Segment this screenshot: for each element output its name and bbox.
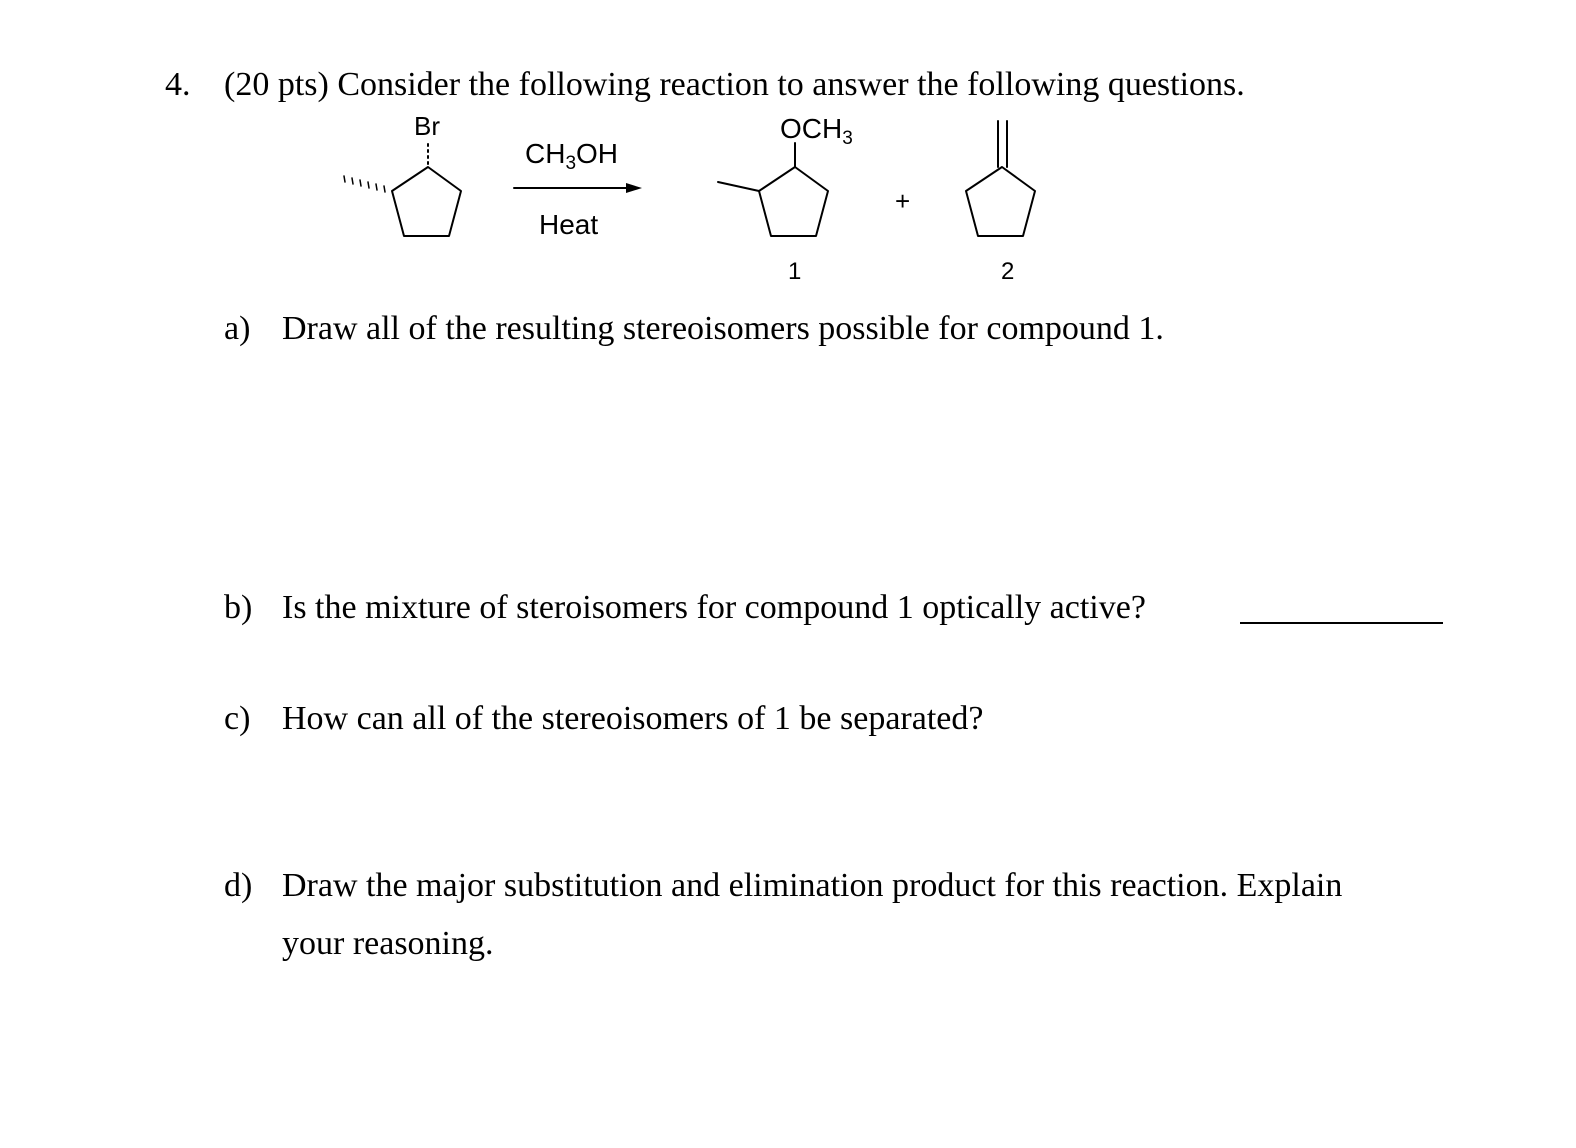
condition-label: Heat — [539, 209, 599, 240]
part-b-label: b) — [224, 589, 253, 626]
product1-methyl-bond — [718, 182, 759, 191]
product1-substituent-label: $OCH_3$ — [780, 113, 853, 149]
part-b-text: Is the mixture of steroisomers for compound 1 optically active? — [282, 589, 1146, 626]
part-d-label: d) — [224, 867, 253, 904]
question-stem: (20 pts) Consider the following reaction to answer the following questions. — [224, 66, 1245, 103]
reactant-methyl-hashed — [344, 176, 385, 192]
product1-number: 1 — [788, 258, 802, 285]
product2-ring — [966, 167, 1035, 236]
reaction-scheme — [0, 0, 1576, 300]
part-c-label: c) — [224, 700, 251, 737]
part-c-text: How can all of the stereoisomers of 1 be separated? — [282, 700, 984, 737]
arrow-head — [626, 183, 642, 193]
part-a-text: Draw all of the resulting stereoisomers possible for compound 1. — [282, 310, 1164, 347]
reactant-ring — [392, 167, 461, 236]
product2-number: 2 — [1001, 258, 1015, 285]
part-a-label: a) — [224, 310, 251, 347]
part-b-answer-line — [1240, 622, 1443, 624]
reagent-label: $CH_3OH$ — [525, 138, 619, 174]
question-number: 4. — [165, 66, 191, 103]
part-d-text: Draw the major substitution and elimination product for this reaction. Explain — [282, 867, 1343, 904]
plus-sign: + — [895, 186, 911, 216]
part-d-text-continued: your reasoning. — [282, 925, 494, 962]
reactant-br-label: Br — [414, 111, 440, 141]
product1-ring — [759, 167, 828, 236]
